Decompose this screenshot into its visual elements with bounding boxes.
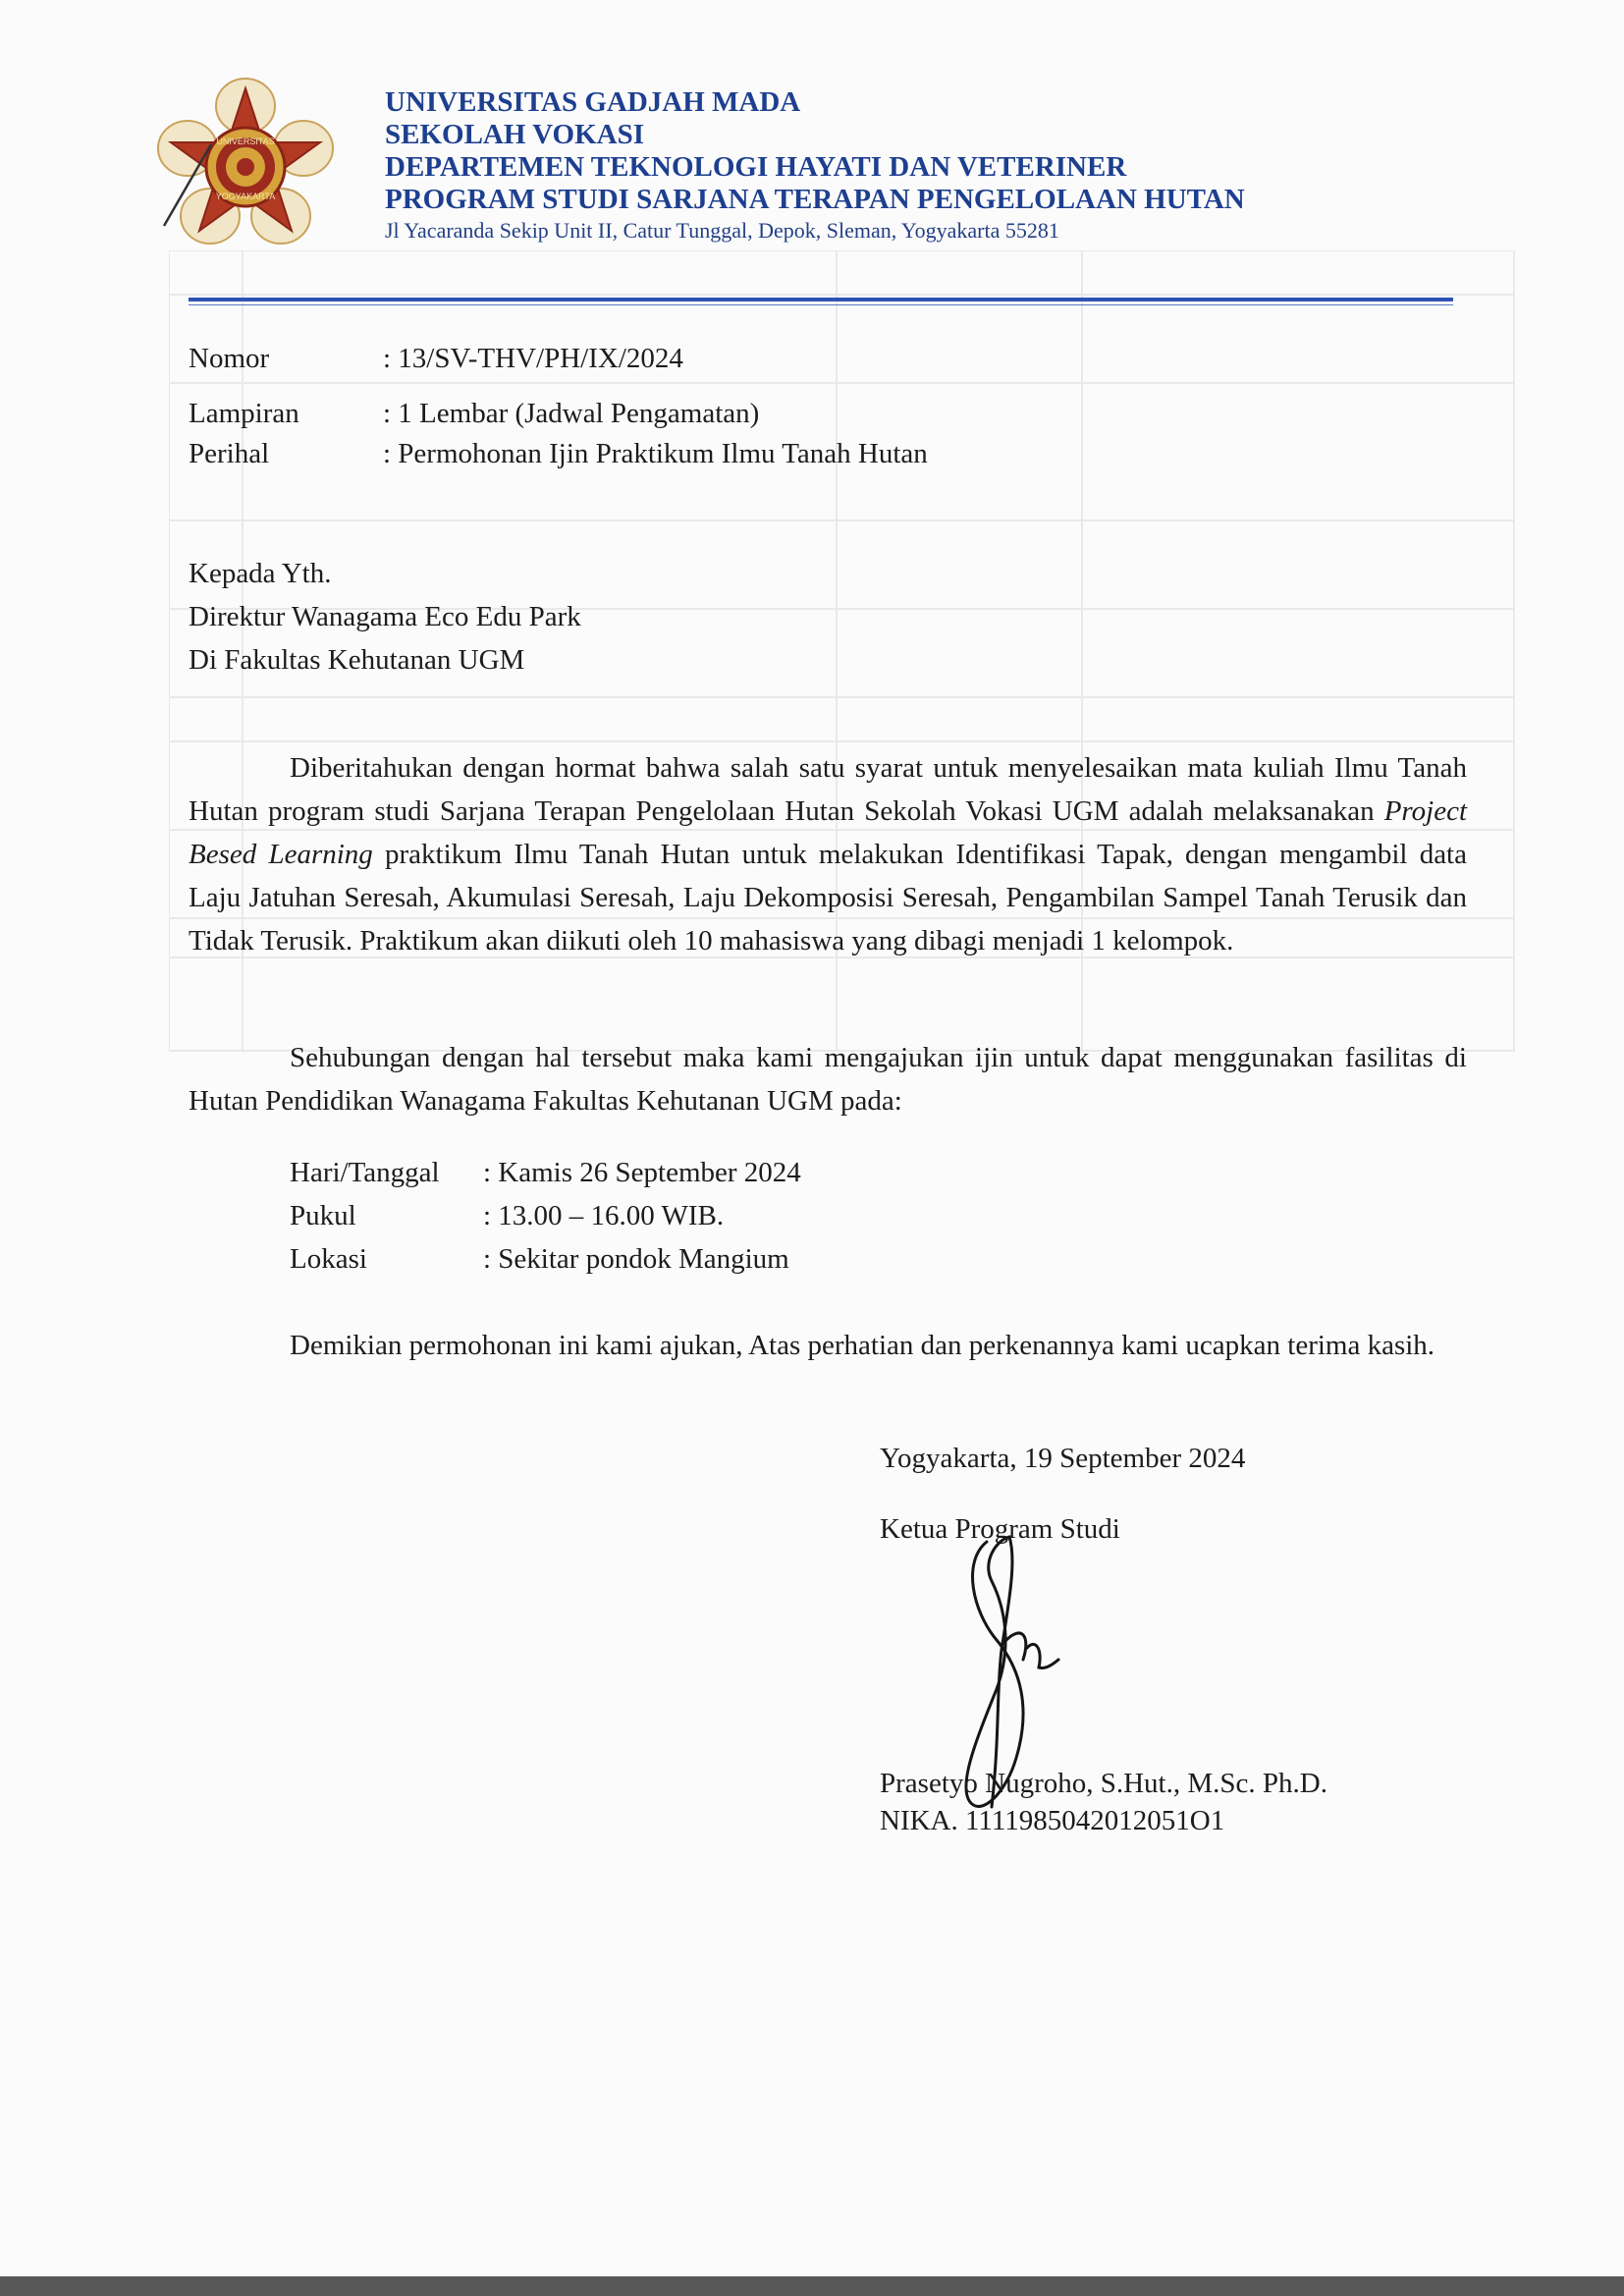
place-date: Yogyakarta, 19 September 2024 (880, 1443, 1246, 1474)
signer-nika: NIKA. 1111985042012051O1 (880, 1805, 1225, 1836)
body-paragraph-1 (189, 746, 1467, 962)
lampiran-label: Lampiran (189, 398, 299, 429)
letterhead-department: DEPARTEMEN TEKNOLOGI HAYATI DAN VETERINER (385, 151, 1127, 183)
body-p1-start: Diberitahukan dengan hormat bahwa salah satu syarat untuk menyelesaikan mata kuliah Ilmu Tanah Hutan program studi Sarjana Terapan Pengelolaan Hutan Sekolah Vokasi UGM adalah melaksanakan (189, 752, 1467, 827)
recipient-name: Direktur Wanagama Eco Edu Park (189, 601, 581, 632)
body-p1-italic: Project Besed Learning (189, 795, 1467, 870)
body-p1-end: praktikum Ilmu Tanah Hutan untuk melakukan Identifikasi Tapak, dengan mengambil data Laju Jatuhan Seresah, Akumulasi Seresah, Laju Dekomposisi Seresah, Pengambilan Sampel Tanah Terusik dan Tidak Terusik. Praktikum akan diikuti oleh 10 mahasiswa yang dibagi menjadi 1 kelompok. (189, 839, 1467, 957)
body-paragraph-3: Demikian permohonan ini kami ajukan, Atas perhatian dan perkenannya kami ucapkan terima kasih. (290, 1330, 1435, 1361)
letterhead-school: SEKOLAH VOKASI (385, 119, 644, 150)
perihal-value: : Permohonan Ijin Praktikum Ilmu Tanah Hutan (383, 438, 928, 469)
hari-value: : Kamis 26 September 2024 (483, 1157, 801, 1188)
hari-label: Hari/Tanggal (290, 1157, 440, 1188)
logo-text-bottom: YOGYAKARTA (215, 191, 276, 201)
letterhead-program: PROGRAM STUDI SARJANA TERAPAN PENGELOLAAN HUTAN (385, 184, 1245, 215)
lokasi-value: : Sekitar pondok Mangium (483, 1243, 789, 1275)
nomor-label: Nomor (189, 343, 270, 374)
perihal-label: Perihal (189, 438, 270, 469)
ugm-emblem-icon (152, 74, 339, 260)
pukul-value: : 13.00 – 16.00 WIB. (483, 1200, 725, 1231)
letterhead (385, 86, 1245, 246)
header-divider-thin (189, 304, 1453, 305)
signer-title: Ketua Program Studi (880, 1513, 1120, 1545)
pukul-label: Pukul (290, 1200, 356, 1231)
signer-name: Prasetyo Nugroho, S.Hut., M.Sc. Ph.D. (880, 1768, 1327, 1799)
letterhead-university: UNIVERSITAS GADJAH MADA (385, 86, 801, 118)
scan-bottom-edge (0, 2276, 1624, 2296)
lokasi-label: Lokasi (290, 1243, 367, 1275)
body-paragraph-2: Sehubungan dengan hal tersebut maka kami mengajukan ijin untuk dapat menggunakan fasilitas di Hutan Pendidikan Wanagama Fakultas Kehutanan UGM pada: (189, 1042, 1467, 1117)
nomor-value: : 13/SV-THV/PH/IX/2024 (383, 343, 683, 374)
header-divider (189, 298, 1453, 301)
letterhead-address: Jl Yacaranda Sekip Unit II, Catur Tunggal, Depok, Sleman, Yogyakarta 55281 (385, 218, 1059, 243)
logo-text-top: UNIVERSITAS (216, 137, 275, 146)
recipient-location: Di Fakultas Kehutanan UGM (189, 644, 525, 676)
recipient-salutation: Kepada Yth. (189, 558, 332, 589)
lampiran-value: : 1 Lembar (Jadwal Pengamatan) (383, 398, 760, 429)
